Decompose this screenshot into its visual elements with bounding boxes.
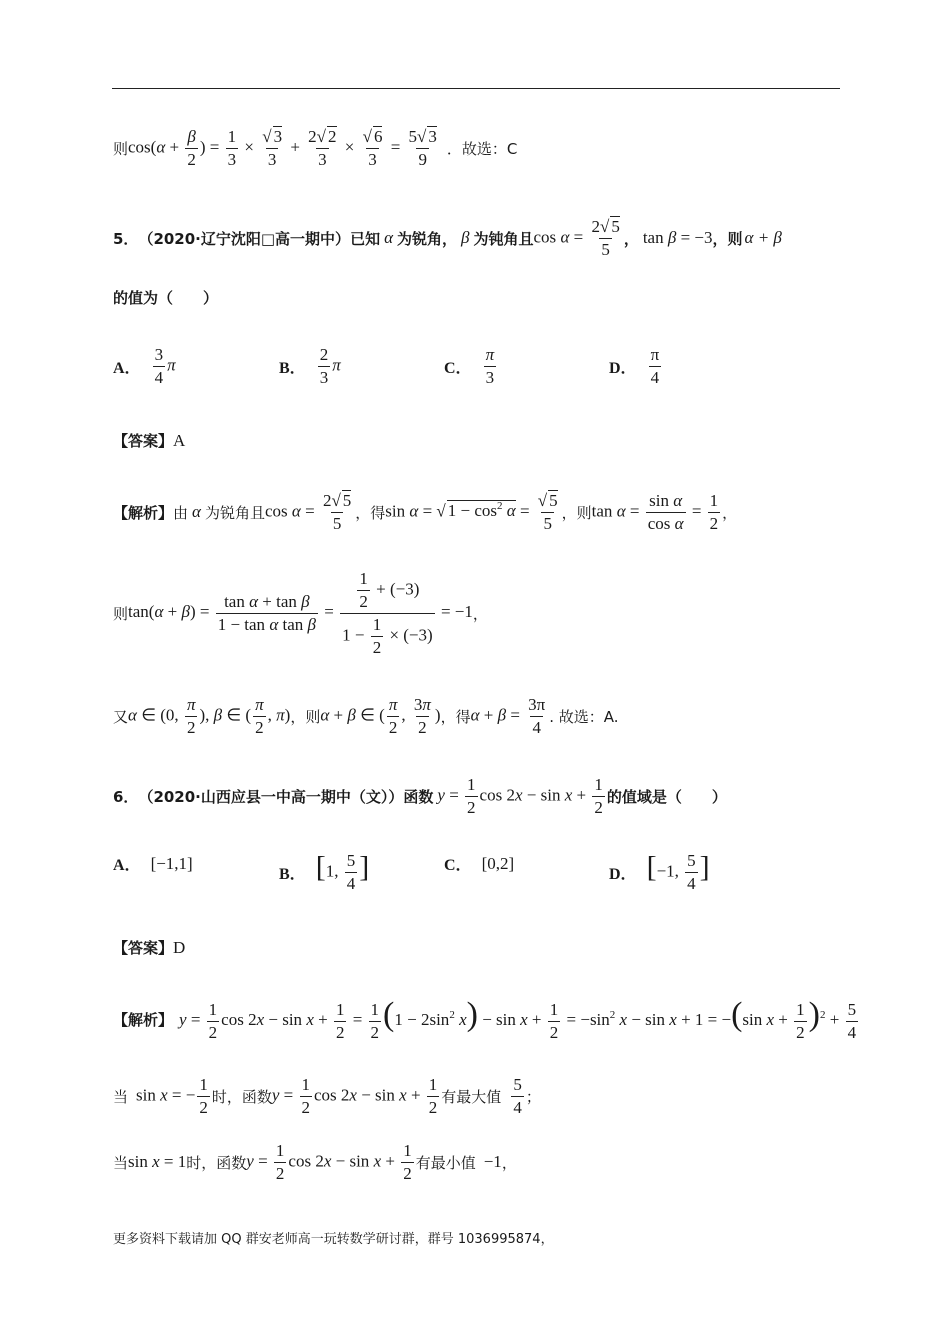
q5-stem-3: 为钝角且 xyxy=(473,229,534,248)
q6-source: （2020·山西应县一中高一期中（文）） xyxy=(138,787,404,806)
q5-option-b[interactable] xyxy=(279,346,341,387)
q6-option-c-value: [0,2] xyxy=(481,853,515,873)
q5-analysis-result: α + β = $\frac{3\pi}{4}$ xyxy=(470,695,546,737)
q5-stem-line2: 的值为（ ） xyxy=(113,289,219,307)
q6-when2-prefix: 当 xyxy=(113,1153,129,1172)
q5-option-a[interactable] xyxy=(113,346,176,387)
prev-solution-suffix: ．故选：C xyxy=(446,139,518,158)
q6-when1-end: ； xyxy=(525,1087,541,1106)
q5-analysis-line3-get: ，得 xyxy=(440,707,471,726)
q5-option-a-value: $\frac{3}{4}$ π xyxy=(154,345,176,387)
top-rule xyxy=(112,88,840,89)
q5-analysis-tan-sum: tan(α + β) = $\frac{\text{tan α + tan β}}{\text{1 − tan α tan β}}$ = $\frac{1}{2}$ + (−3) 1 − $\frac{1}{2}$ × (−3) = −1 xyxy=(128,569,473,657)
q6-answer xyxy=(113,937,185,958)
q6-stem-2: 的值域是（ ） xyxy=(606,787,727,806)
q5-answer xyxy=(113,430,185,451)
q5-analysis-line-1 xyxy=(113,492,737,533)
q5-analysis-line3-mid: ，则 xyxy=(290,707,321,726)
q5-analysis-t5: ， xyxy=(722,503,738,522)
q6-option-d[interactable] xyxy=(609,852,710,893)
q5-analysis-tag: 【解析】 xyxy=(113,503,174,522)
q5-option-c[interactable] xyxy=(444,346,498,387)
q5-option-d-value: $\frac{\pi}{4}$ xyxy=(650,345,660,387)
q6-option-a-value: [−1,1] xyxy=(150,853,193,873)
q6-when1-suffix: 有最大值 xyxy=(441,1087,502,1106)
q6-option-b[interactable] xyxy=(279,852,369,893)
q5-answer-tag: 【答案】 xyxy=(113,432,174,450)
q6-option-b-label: B． xyxy=(279,865,306,883)
q6-when2-min: −1 xyxy=(483,1152,502,1172)
q5-analysis-line3-prefix: 又 xyxy=(113,707,129,726)
prev-solution-prefix: 则 xyxy=(113,139,129,158)
q5-analysis-line2-suffix: ， xyxy=(472,604,488,623)
q6-analysis-line-1 xyxy=(113,998,860,1041)
q6-when2-suffix: 有最小值 xyxy=(415,1153,476,1172)
q6-when2-function: y = $\frac{1}{2}$ cos 2x − sin x + $\frac{1}{2}$ xyxy=(246,1141,412,1183)
q5-analysis-cos: cos α = $\frac{2√ 5}{5}$ xyxy=(264,491,352,533)
q6-function: y = $\frac{1}{2}$ cos 2x − sin x + $\frac{1}{2}$ xyxy=(437,775,603,817)
q5-alpha-plus-beta: α + β xyxy=(744,228,782,248)
q6-answer-value: D xyxy=(173,937,186,957)
q6-when1-function: y = $\frac{1}{2}$ cos 2x − sin x + $\frac{1}{2}$ xyxy=(271,1075,438,1117)
prev-solution-formula: cos(α + $\frac{\beta}{2}$ ) = $\frac{1}{3}$ × $\frac{√ 3}{3}$ + $\frac{2√ 2}{3}$ × $\frac{√ 6}{3}$ = $\frac{5√ 3}{9}$ xyxy=(128,127,437,169)
q6-option-d-label: D． xyxy=(609,865,637,883)
q5-beta: β xyxy=(461,228,470,248)
q6-option-c-label: C． xyxy=(444,857,472,874)
q6-when2-end: ， xyxy=(501,1153,517,1172)
q5-option-a-label: A． xyxy=(113,359,141,377)
q5-option-d-label: D． xyxy=(609,359,637,377)
q5-stem-line xyxy=(113,218,782,259)
q5-stem-line-2 xyxy=(113,287,218,308)
q5-analysis-t1: 由 xyxy=(173,503,189,522)
q5-analysis-ranges: α ∈ (0, $\frac{\pi}{2}$ ), β ∈ ( $\frac{\pi}{2}$ , π) xyxy=(128,695,291,737)
q5-analysis-line-3 xyxy=(113,696,619,737)
q5-option-d[interactable] xyxy=(609,346,663,387)
q5-analysis-line-2 xyxy=(113,570,488,656)
q5-analysis-sin: sin α = √ $1 - \cos^2 \alpha$ = $\frac{√ 5}{5}$ xyxy=(385,491,558,533)
q5-analysis-line2-prefix: 则 xyxy=(113,604,129,623)
q6-when1-mid: 时，函数 xyxy=(211,1087,272,1106)
q6-when2-condition: sin x = 1 xyxy=(128,1152,187,1172)
q5-analysis-t2: 为锐角且 xyxy=(204,503,265,522)
q5-option-b-label: B． xyxy=(279,359,306,377)
q5-stem-1: 已知 xyxy=(350,229,381,248)
q5-analysis-t3: ，得 xyxy=(355,503,386,522)
q5-tan-beta: tan β = −3 xyxy=(642,228,713,248)
q6-option-a-label: A． xyxy=(113,857,141,874)
q5-analysis-sum-range: α + β ∈ ( $\frac{\pi}{2}$ , $\frac{3\pi}{2}$ ) xyxy=(320,695,441,737)
q6-option-d-value: [−1, $\frac{5}{4}$ ] xyxy=(646,850,710,893)
q5-cos-alpha: cos α = $\frac{2√ 5}{5}$ xyxy=(533,217,620,259)
q6-option-b-value: [1, $\frac{5}{4}$ ] xyxy=(315,850,370,893)
page-footer: 更多资料下载请加 QQ 群安老师高一玩转数学研讨群，群号 1036995874， xyxy=(113,1232,554,1247)
q5-option-b-value: $\frac{2}{3}$ π xyxy=(319,345,341,387)
q5-number: 5． xyxy=(113,229,139,248)
q6-stem-1: 函数 xyxy=(403,787,434,806)
q5-analysis-t4: ，则 xyxy=(561,503,592,522)
prev-solution-line xyxy=(113,128,517,169)
q6-analysis-derivation: y = $\frac{1}{2}$ cos 2x − sin x + $\frac{1}{2}$ = $\frac{1}{2}$ ($1 - 2\sin^2$ x) − sin x + $\frac{1}{2}$ = $-\sin^2$ x − sin x + 1 = −(sin x + $\frac{1}{2}$ )$^2$ + $\frac{5}{4}$ xyxy=(179,996,857,1042)
q5-answer-value: A xyxy=(173,430,186,450)
q5-analysis-line3-suffix: . 故选：A. xyxy=(549,707,619,726)
q5-option-c-label: C． xyxy=(444,359,472,377)
q5-stem-2: 为锐角， xyxy=(397,229,458,248)
q6-stem-line xyxy=(113,776,727,817)
q5-stem-4: ， xyxy=(623,229,639,248)
q6-when1-condition: sin x = − $\frac{1}{2}$ xyxy=(136,1075,208,1117)
q5-option-c-value: $\frac{\pi}{3}$ xyxy=(485,345,495,387)
q6-when2-mid: 时，函数 xyxy=(186,1153,247,1172)
q6-answer-tag: 【答案】 xyxy=(113,939,174,957)
q6-number: 6． xyxy=(113,787,139,806)
q6-analysis-tag: 【解析】 xyxy=(113,1011,174,1030)
q6-option-c[interactable] xyxy=(444,852,514,875)
q5-source: （2020·辽宁沈阳□高一期中） xyxy=(138,229,351,248)
q6-analysis-line-3 xyxy=(113,1142,517,1183)
q5-analysis-alpha: α xyxy=(192,502,201,522)
q6-when1-max: $\frac{5}{4}$ xyxy=(513,1075,522,1117)
q6-option-a[interactable] xyxy=(113,852,193,875)
q6-when1-prefix: 当 xyxy=(113,1087,129,1106)
q5-stem-5: ，则 xyxy=(712,229,743,248)
q6-analysis-line-2 xyxy=(113,1076,541,1117)
q5-alpha: α xyxy=(384,228,394,248)
q5-analysis-tan: tan α = $\frac{\text{sin α}}{\text{cos α}}$ = $\frac{1}{2}$ xyxy=(591,491,719,533)
